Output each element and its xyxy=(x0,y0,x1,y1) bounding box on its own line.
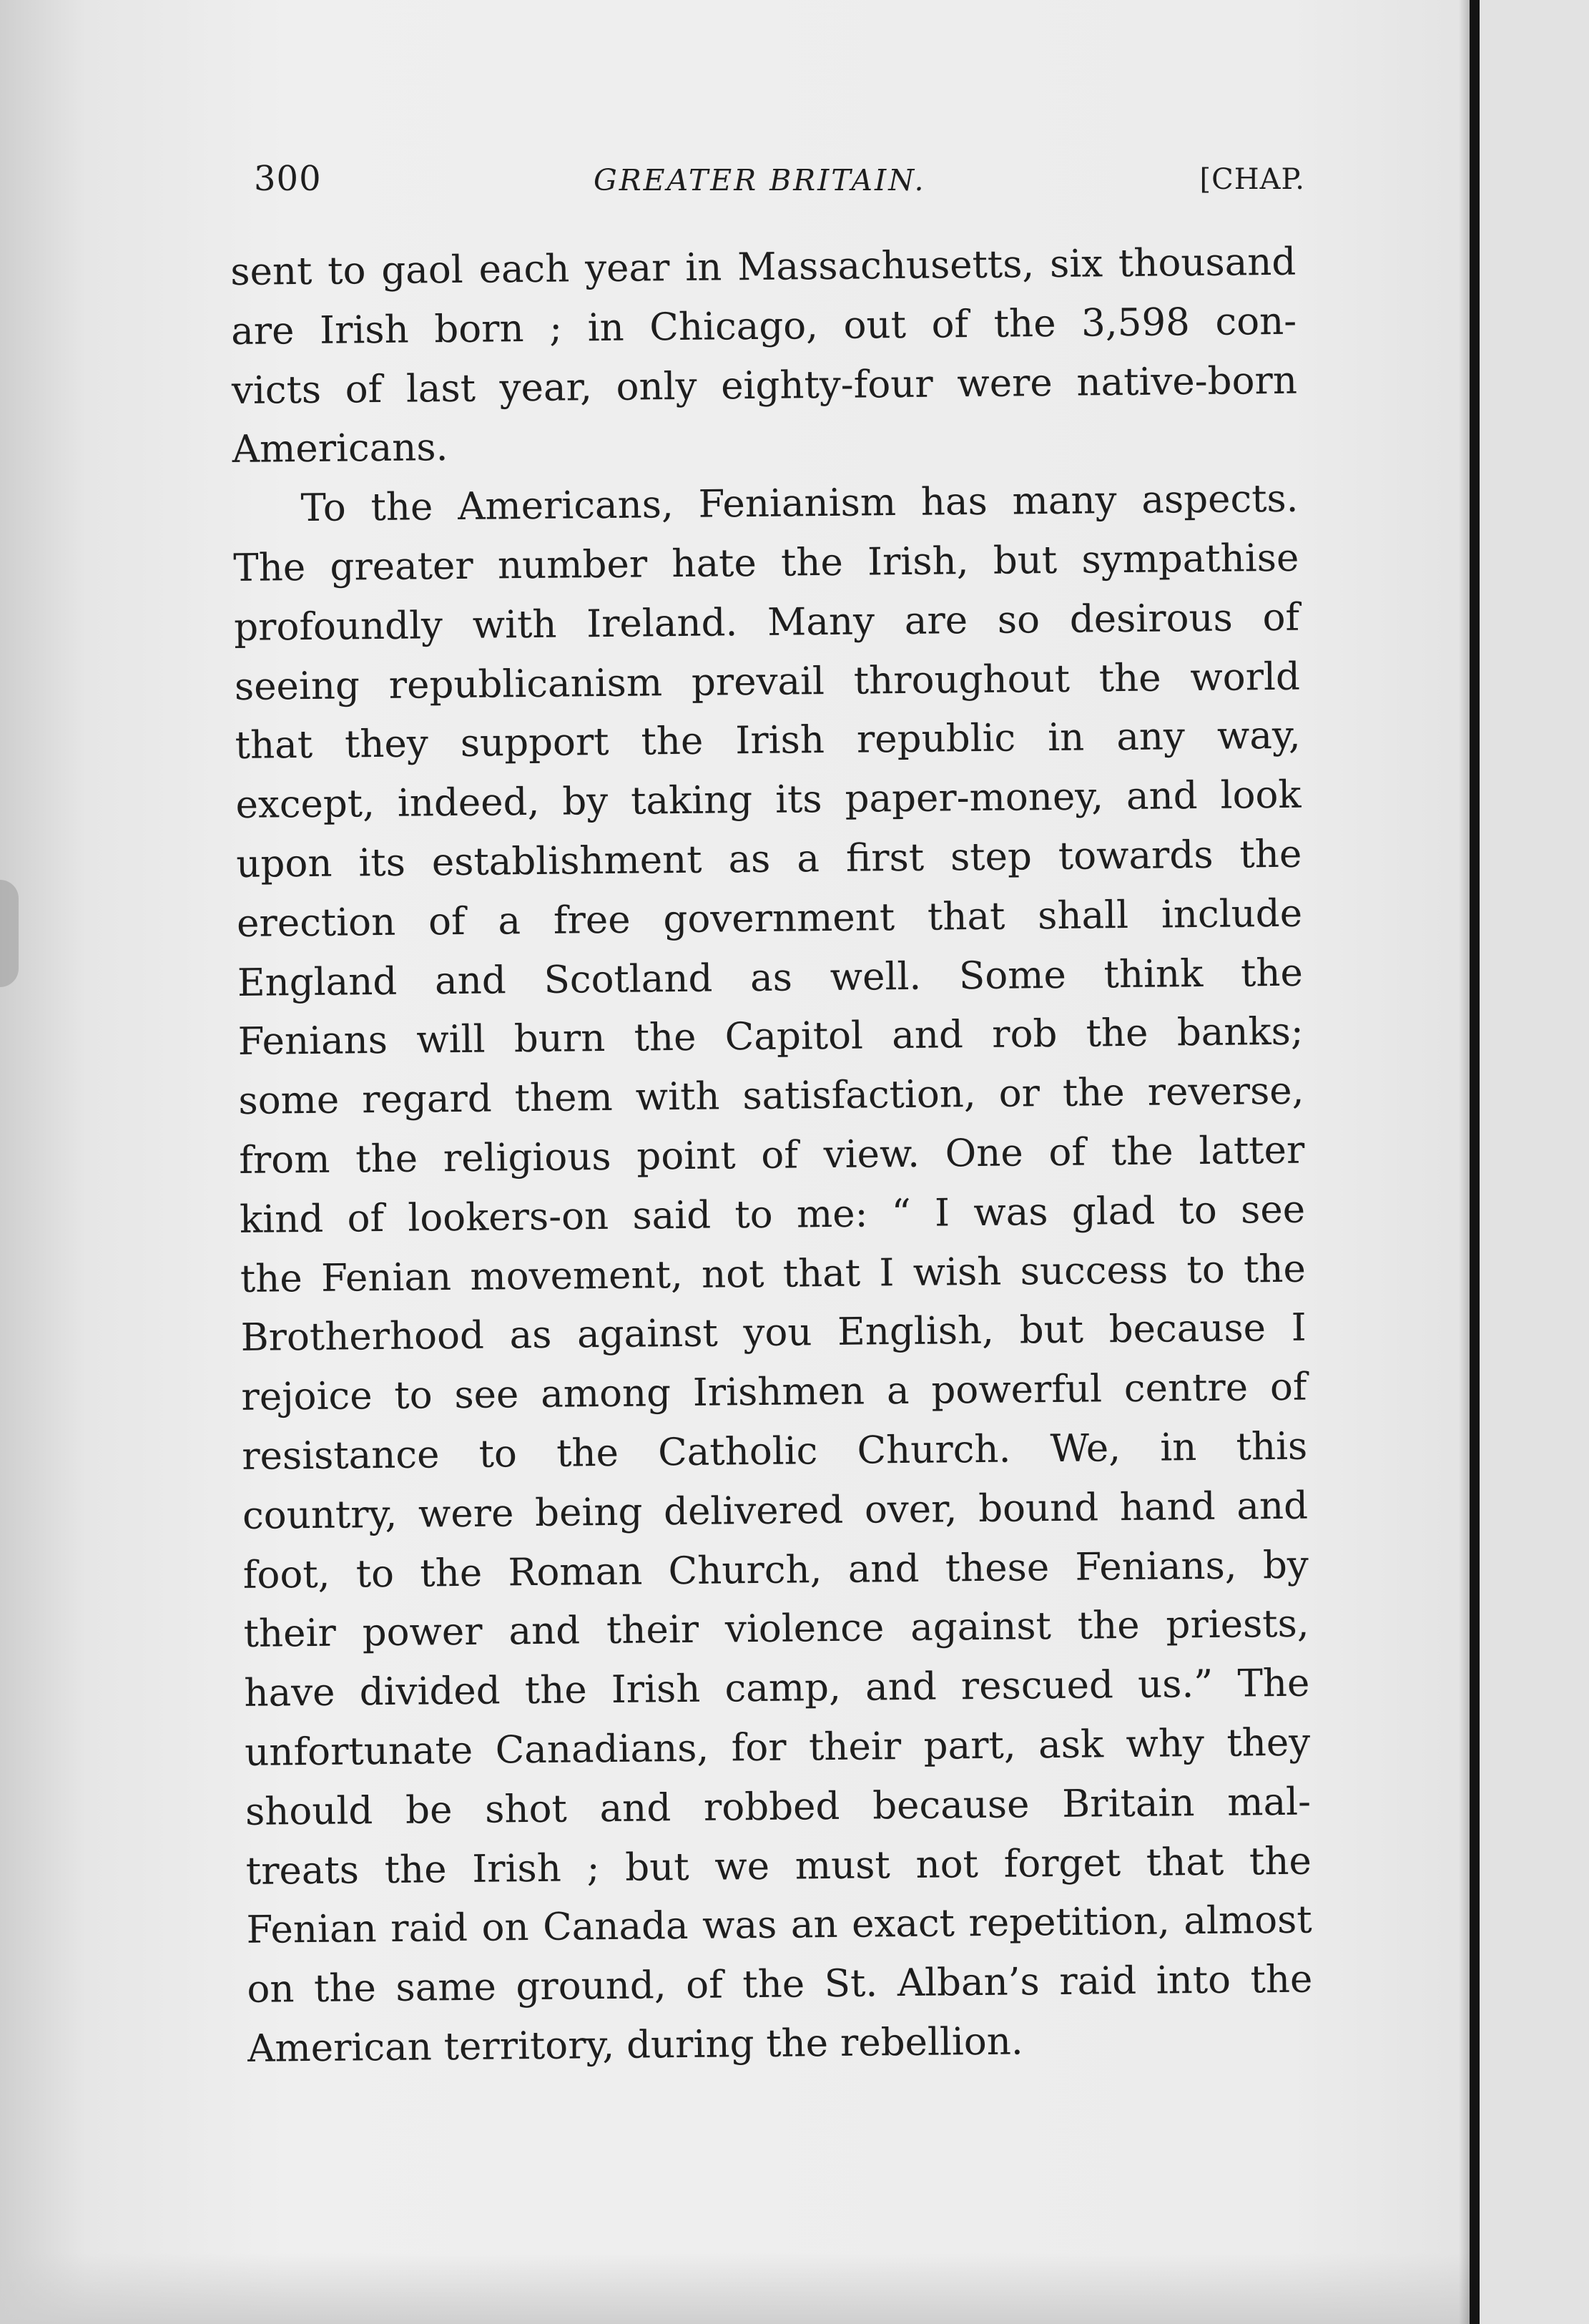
running-header xyxy=(254,159,1305,209)
page-spine-rule xyxy=(1470,0,1480,2324)
text-line: Americans. xyxy=(232,426,448,472)
text-line: seeing republicanism prevail throughout the world xyxy=(234,654,1301,709)
text-line: the Fenian movement, not that I wish success to the xyxy=(240,1247,1307,1301)
page-bottom-shadow xyxy=(0,2253,1589,2324)
text-line: country, were being delivered over, bound hand and xyxy=(242,1484,1309,1538)
text-line: sent to gaol each year in Massachusetts, six thousand xyxy=(230,240,1297,294)
running-title: GREATER BRITAIN. xyxy=(594,163,926,197)
text-line: profoundly with Ireland. Many are so desirous of xyxy=(233,595,1300,649)
text-line: from the religious point of view. One of the latter xyxy=(239,1128,1305,1182)
text-line: on the same ground, of the St. Alban’s raid into the xyxy=(247,1957,1313,2011)
text-line: their power and their violence against the priests, xyxy=(243,1602,1309,1657)
text-line: are Irish born ; in Chicago, out of the 3,598 con- xyxy=(230,299,1297,353)
body-text xyxy=(230,233,1314,2074)
text-line: foot, to the Roman Church, and these Fenians, by xyxy=(242,1543,1309,1597)
text-line: Fenians will burn the Capitol and rob the banks; xyxy=(237,1010,1304,1064)
text-line: American territory, during the rebellion. xyxy=(247,2019,1023,2071)
text-line: Fenian raid on Canada was an exact repetition, almost xyxy=(246,1898,1312,1953)
paragraph-first-line: To the Americans, Fenianism has many aspects. xyxy=(300,476,1299,531)
spine-shadow xyxy=(1459,0,1470,2324)
text-line: have divided the Irish camp, and rescued us.” The xyxy=(244,1661,1310,1716)
text-line: unfortunate Canadians, for their part, ask why they xyxy=(244,1720,1311,1775)
text-line: that they support the Irish republic in any way, xyxy=(235,714,1301,768)
scan-smudge xyxy=(0,880,19,987)
text-line: Brotherhood as against you English, but because I xyxy=(240,1305,1307,1360)
text-line: England and Scotland as well. Some think the xyxy=(237,951,1304,1005)
text-line: rejoice to see among Irishmen a powerful centre of xyxy=(241,1365,1307,1420)
text-line: kind of lookers-on said to me: “ I was glad to see xyxy=(239,1187,1306,1242)
text-line: victs of last year, only eighty-four were native-born xyxy=(231,358,1298,413)
text-line: The greater number hate the Irish, but sympathise xyxy=(233,536,1299,590)
text-line: erection of a free government that shall include xyxy=(236,891,1303,946)
text-line: should be shot and robbed because Britain mal- xyxy=(245,1780,1312,1834)
page-number: 300 xyxy=(254,159,322,199)
chapter-mark: [CHAP. xyxy=(1199,163,1305,196)
text-line: some regard them with satisfaction, or the reverse, xyxy=(238,1069,1304,1124)
text-line: except, indeed, by taking its paper-money, and look xyxy=(235,773,1302,828)
adjacent-page-margin xyxy=(1480,0,1589,2324)
text-line: resistance to the Catholic Church. We, in this xyxy=(241,1424,1308,1479)
text-line: treats the Irish ; but we must not forget that the xyxy=(245,1839,1312,1893)
text-line: upon its establishment as a first step towards the xyxy=(236,832,1302,886)
